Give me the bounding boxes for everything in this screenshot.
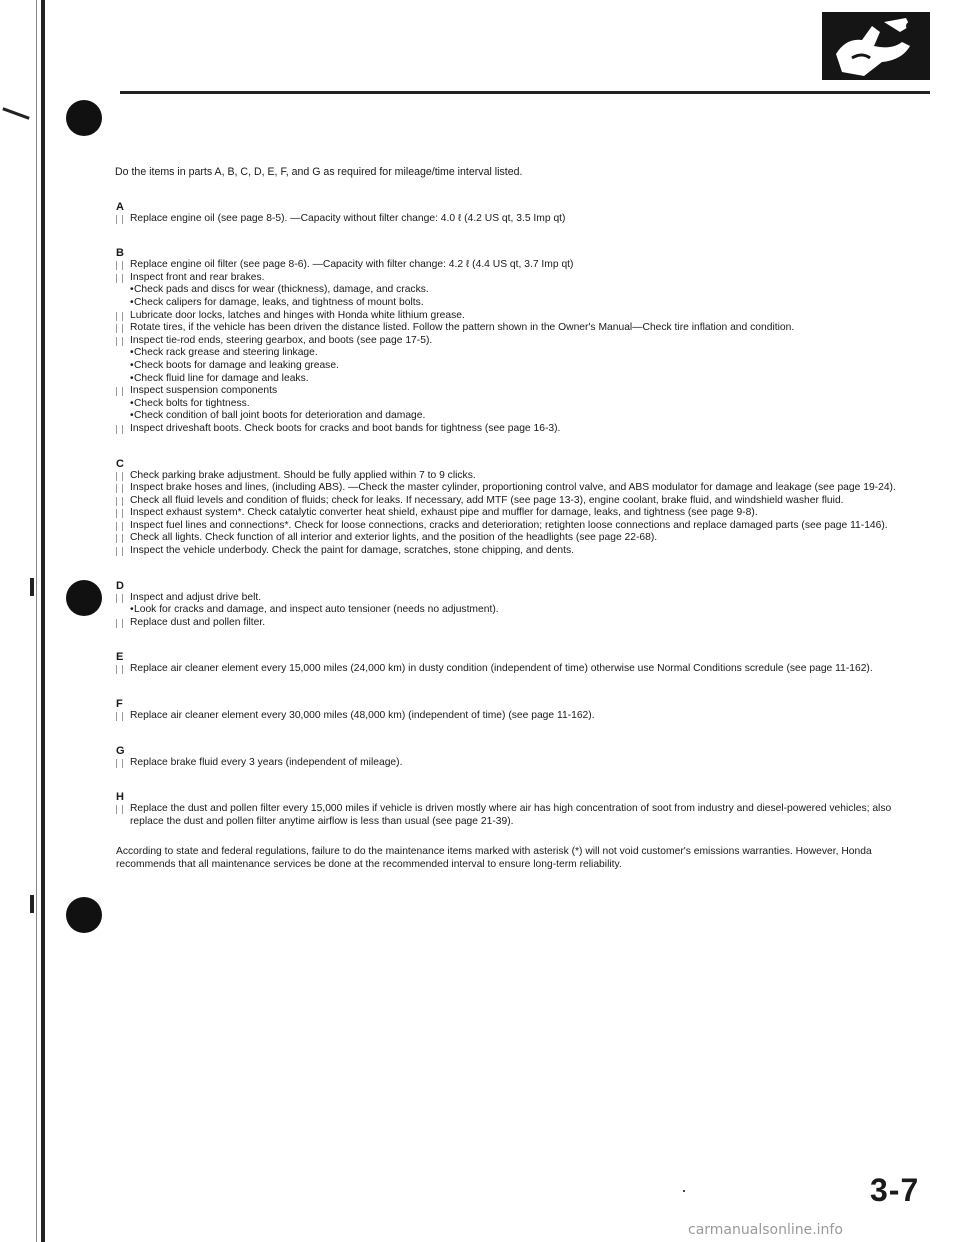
watermark-text: carmanualsonline.info — [688, 1222, 843, 1238]
binder-tick-mark — [30, 578, 34, 596]
binder-tick-mark — [30, 895, 34, 913]
maintenance-subitem: • Look for cracks and damage, and inspect auto tensioner (needs no adjustment). — [116, 604, 906, 617]
binder-hole — [66, 100, 102, 136]
emissions-warranty-note: According to state and federal regulations, failure to do the maintenance items marked with asterisk (*) will not void customer's emissions warranties. However, Honda recommends that all maintenance services be done at the recommended interval to ensure long-term reliability. — [116, 846, 872, 870]
binder-line — [41, 0, 45, 1242]
section-letter: F — [116, 698, 123, 711]
section-letter: E — [116, 651, 124, 664]
maintenance-item: Replace the dust and pollen filter every 15,000 miles if vehicle is driven mostly where air has high concentration of soot from industry and diesel-powered vehicles; also replace the dust and pollen filter anytime airflow is less than usual (see page 21-39). — [116, 803, 906, 828]
maintenance-item: Inspect brake hoses and lines, (including ABS). —Check the master cylinder, proportioning control valve, and ABS modulator for damage and leakage (see page 19-24). — [116, 482, 906, 495]
maintenance-section — [116, 247, 906, 435]
wrench-oil-can-icon — [822, 12, 930, 80]
maintenance-item: Check all lights. Check function of all interior and exterior lights, and the position of the headlights (see page 22-68). — [116, 532, 906, 545]
maintenance-section — [116, 580, 906, 630]
maintenance-subitem: • Check rack grease and steering linkage. — [116, 347, 906, 360]
section-letter: B — [116, 247, 124, 260]
maintenance-section — [116, 651, 906, 676]
maintenance-section — [116, 458, 906, 558]
maintenance-section — [116, 698, 906, 723]
maintenance-item: Inspect suspension components — [116, 385, 906, 398]
maintenance-item: Replace engine oil (see page 8-5). —Capacity without filter change: 4.0 ℓ (4.2 US qt, 3.5 Imp qt) — [116, 213, 906, 226]
maintenance-item: Replace dust and pollen filter. — [116, 617, 906, 630]
maintenance-section — [116, 745, 906, 770]
binder-tick-mark — [2, 107, 29, 119]
maintenance-subitem: • Check condition of ball joint boots for deterioration and damage. — [116, 410, 906, 423]
maintenance-section — [116, 201, 906, 226]
maintenance-item: Inspect driveshaft boots. Check boots for cracks and boot bands for tightness (see page 16-3). — [116, 423, 906, 436]
maintenance-content — [116, 166, 906, 882]
maintenance-subitem: • Check bolts for tightness. — [116, 398, 906, 411]
page-number: 3-7 — [870, 1172, 920, 1208]
section-letter: G — [116, 744, 125, 757]
section-letter: A — [116, 200, 124, 213]
maintenance-item: Inspect the vehicle underbody. Check the paint for damage, scratches, stone chipping, and dents. — [116, 545, 906, 558]
maintenance-item: Replace air cleaner element every 15,000 miles (24,000 km) in dusty condition (independent of time) otherwise use Normal Conditions scredule (see page 11-162). — [116, 663, 906, 676]
maintenance-subitem: • Check boots for damage and leaking grease. — [116, 360, 906, 373]
maintenance-item: Check all fluid levels and condition of fluids; check for leaks. If necessary, add MTF (see page 13-3), engine coolant, brake fluid, and windshield washer fluid. — [116, 495, 906, 508]
section-letter: C — [116, 457, 124, 470]
header-rule — [120, 91, 930, 94]
maintenance-sections — [116, 201, 906, 829]
maintenance-subitem: • Check calipers for damage, leaks, and tightness of mount bolts. — [116, 297, 906, 310]
speck — [683, 1190, 685, 1192]
maintenance-subitem: • Check fluid line for damage and leaks. — [116, 373, 906, 386]
maintenance-item: Inspect fuel lines and connections*. Check for loose connections, cracks and deterioration; retighten loose connections and replace damaged parts (see page 11-146). — [116, 520, 906, 533]
binder-edge-line — [36, 0, 37, 1242]
maintenance-item: Replace engine oil filter (see page 8-6). —Capacity with filter change: 4.2 ℓ (4.4 US qt, 3.7 Imp qt) — [116, 259, 906, 272]
maintenance-item: Inspect and adjust drive belt. — [116, 592, 906, 605]
maintenance-item: Inspect front and rear brakes. — [116, 272, 906, 285]
maintenance-item: Replace brake fluid every 3 years (independent of mileage). — [116, 757, 906, 770]
section-letter: H — [116, 791, 124, 804]
maintenance-item: Rotate tires, if the vehicle has been driven the distance listed. Follow the pattern shown in the Owner's Manual—Check tire inflation and condition. — [116, 322, 906, 335]
maintenance-item: Lubricate door locks, latches and hinges with Honda white lithium grease. — [116, 310, 906, 323]
maintenance-item: Inspect tie-rod ends, steering gearbox, and boots (see page 17-5). — [116, 335, 906, 348]
maintenance-item: Check parking brake adjustment. Should be fully applied within 7 to 9 clicks. — [116, 470, 906, 483]
intro-text: Do the items in parts A, B, C, D, E, F, and G as required for mileage/time interval listed. — [115, 166, 523, 178]
maintenance-item: Replace air cleaner element every 30,000 miles (48,000 km) (independent of time) (see page 11-162). — [116, 710, 906, 723]
section-letter: D — [116, 579, 124, 592]
binder-hole — [66, 897, 102, 933]
maintenance-item: Inspect exhaust system*. Check catalytic converter heat shield, exhaust pipe and muffler for damage, leaks, and tightness (see page 9-8). — [116, 507, 906, 520]
binder-hole — [66, 580, 102, 616]
maintenance-subitem: • Check pads and discs for wear (thickness), damage, and cracks. — [116, 284, 906, 297]
maintenance-section — [116, 791, 906, 828]
